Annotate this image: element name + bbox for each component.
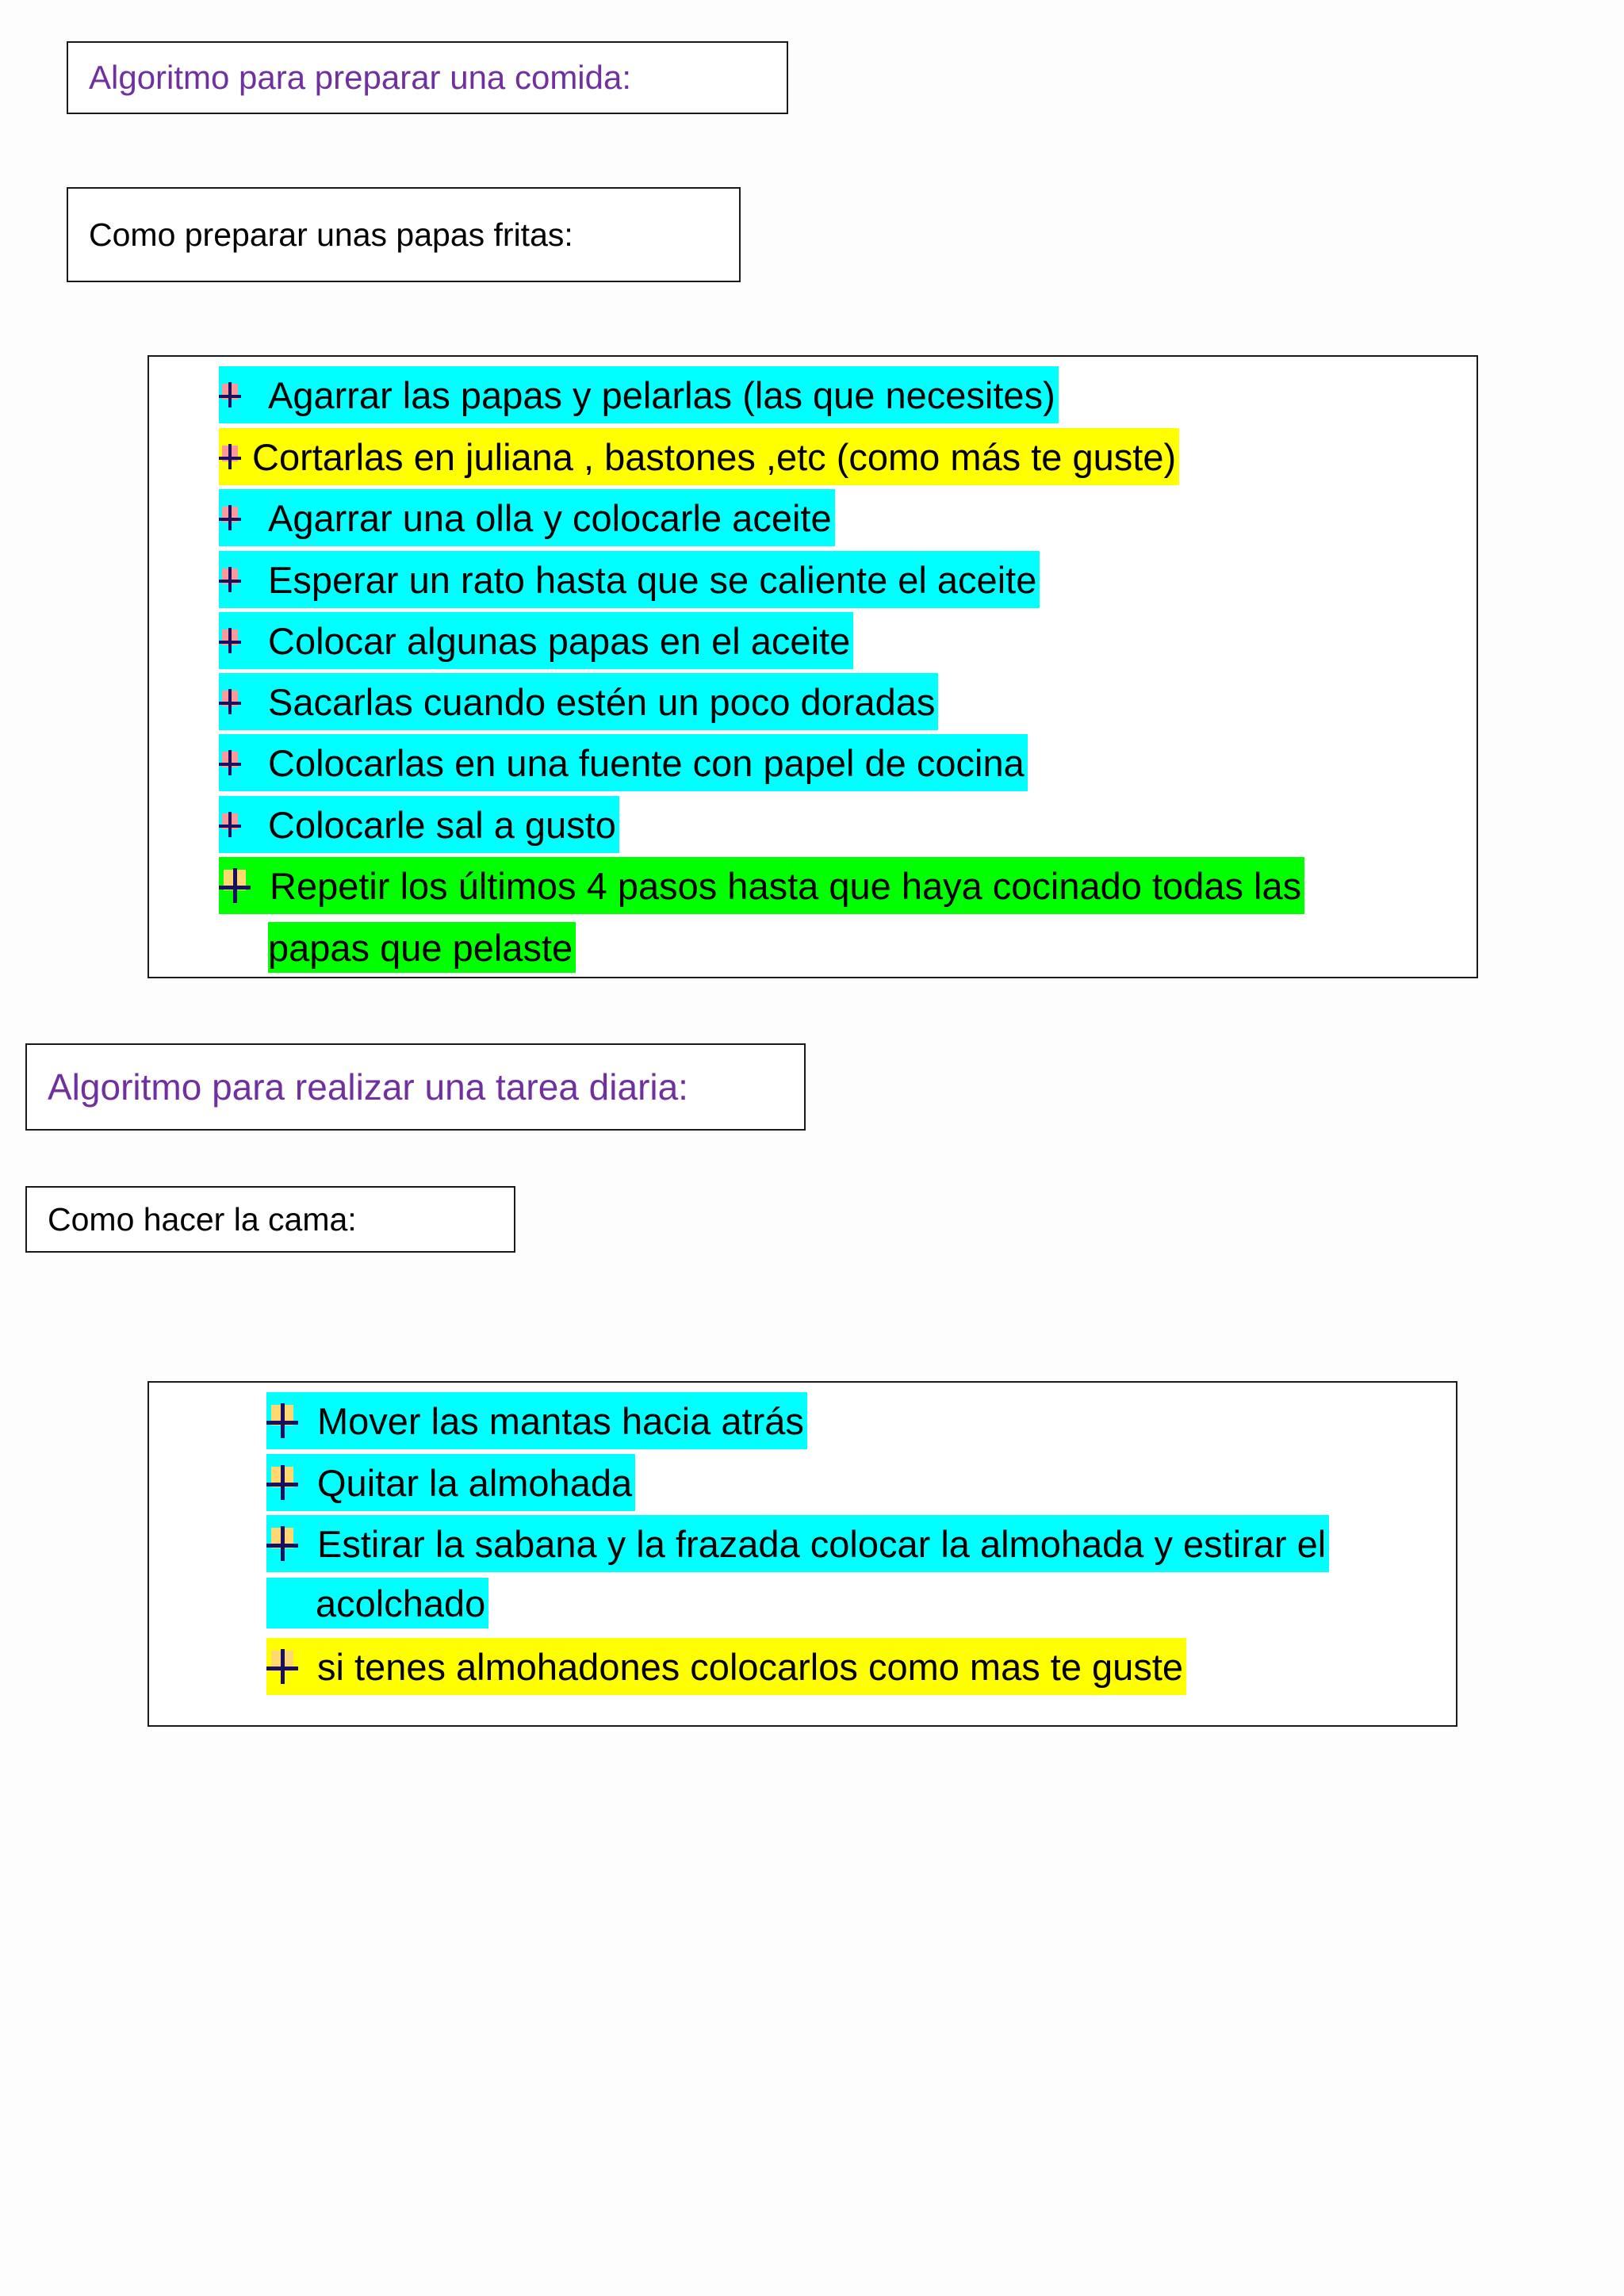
list-item (266, 1515, 1329, 1572)
list-item-text: papas que pelaste (268, 926, 573, 969)
list-item-text: Mover las mantas hacia atrás (317, 1399, 804, 1442)
list-item (219, 489, 835, 546)
list-item-text: Esperar un rato hasta que se caliente el aceite (268, 558, 1037, 601)
section1-heading-box (67, 41, 788, 114)
arrow-cross-bullet-icon (219, 381, 241, 409)
list-item (219, 612, 853, 669)
list-item (219, 796, 619, 853)
arrow-cross-bullet-icon (266, 1465, 298, 1500)
arrow-cross-bullet-icon (219, 748, 241, 777)
list-item (219, 366, 1059, 423)
list-item (266, 1454, 635, 1511)
list-item-text: Colocarlas en una fuente con papel de cocina (268, 741, 1025, 784)
list-item (219, 428, 1179, 485)
list-item (219, 857, 1304, 914)
section2-heading-box (25, 1043, 806, 1131)
list-item (266, 1638, 1186, 1695)
section2-heading: Algoritmo para realizar una tarea diaria: (48, 1066, 688, 1108)
list-item-continuation (268, 922, 576, 973)
section1-heading: Algoritmo para preparar una comida: (89, 59, 632, 96)
section1-subheading-box (67, 187, 741, 282)
arrow-cross-bullet-icon (219, 810, 241, 839)
list-item-text: Estirar la sabana y la frazada colocar la almohada y estirar el (317, 1522, 1327, 1565)
list-item-text: Agarrar una olla y colocarle aceite (268, 496, 832, 539)
list-item-text: Sacarlas cuando estén un poco doradas (268, 680, 936, 723)
arrow-cross-bullet-icon (266, 1403, 298, 1438)
list-item-continuation (266, 1578, 488, 1628)
list-item-text: Colocar algunas papas en el aceite (268, 619, 851, 662)
list-item-text: Quitar la almohada (317, 1461, 633, 1504)
arrow-cross-bullet-icon (266, 1526, 298, 1561)
list-item-text: Agarrar las papas y pelarlas (las que necesites) (268, 373, 1055, 416)
list-item (219, 734, 1028, 791)
arrow-cross-bullet-icon (266, 1649, 298, 1684)
arrow-cross-bullet-icon (219, 565, 241, 594)
section2-subheading-box (25, 1186, 515, 1253)
list-item (266, 1392, 807, 1449)
section2-subheading: Como hacer la cama: (48, 1200, 357, 1238)
list-item (219, 673, 938, 730)
list-item-text: si tenes almohadones colocarlos como mas te guste (317, 1645, 1184, 1688)
section1-subheading: Como preparar unas papas fritas: (89, 216, 573, 253)
list-item (219, 551, 1040, 608)
arrow-cross-bullet-icon (219, 442, 241, 471)
arrow-cross-bullet-icon (219, 626, 241, 655)
list-item-text: acolchado (316, 1582, 486, 1624)
list-item-text: Colocarle sal a gusto (268, 803, 616, 846)
arrow-cross-bullet-icon (219, 868, 251, 903)
arrow-cross-bullet-icon (219, 503, 241, 532)
list-item-text: Repetir los últimos 4 pasos hasta que haya cocinado todas las (270, 864, 1302, 907)
list-item-text: Cortarlas en juliana , bastones ,etc (como más te guste) (252, 435, 1177, 478)
arrow-cross-bullet-icon (219, 687, 241, 716)
